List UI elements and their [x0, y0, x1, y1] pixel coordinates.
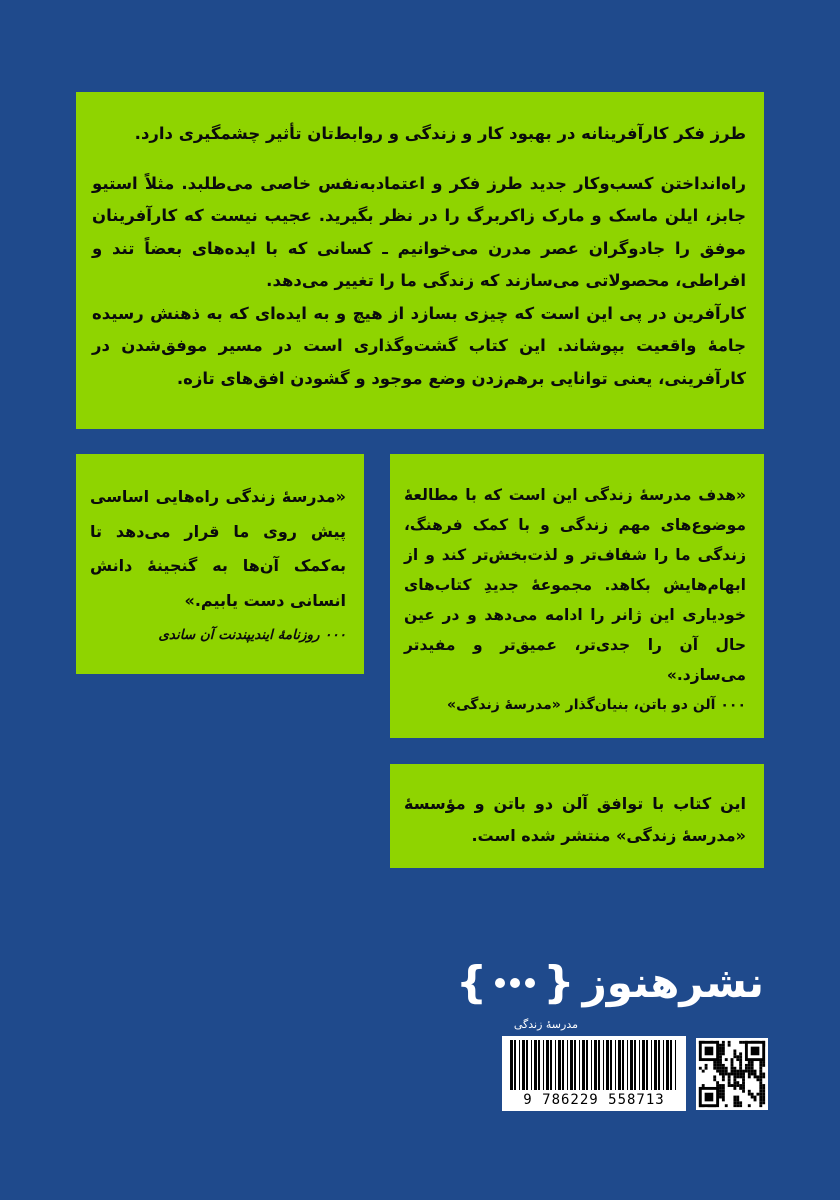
imprint-label: مدرسهٔ زندگی: [513, 1018, 578, 1031]
logo-dots-icon: [495, 978, 535, 988]
blurb-paragraph-2: راه‌انداختن کسب‌وکار جدید طرز فکر و اعتمادبه‌نفس خاصی می‌طلبد. مثلاً استیو جابز، ایلن ماسک و مارک زاکربرگ را در نظر بگیرید. عجیب نیست که کارآفرینان موفق را جادوگران عصر مدرن می‌خوانیم ـ کسانی که با ایده‌های بعضاً تند و افراطی، محصولاتی می‌سازند که زندگی ما را تغییر می‌دهد.: [92, 173, 746, 290]
blurb-paragraph-1: طرز فکر کارآفرینانه در بهبود کار و زندگی و روابط‌تان تأثیر چشمگیری دارد.: [134, 124, 746, 143]
qr-code-icon: [696, 1038, 768, 1110]
quote-citation: ۰۰۰ روزنامهٔ ایندیپندنت آن ساندی: [158, 627, 346, 643]
quote-text: «مدرسهٔ زندگی راه‌هایی اساسی پیش روی ما قرار می‌دهد تا به‌کمک آن‌ها به گنجینهٔ دانش انسانی دست یابیم.»: [90, 487, 346, 610]
quote-independent: [76, 454, 364, 674]
quote-text: «هدف مدرسهٔ زندگی این است که با مطالعهٔ موضوع‌های مهم زندگی و با کمک فرهنگ، زندگی ما را شفاف‌تر و لذت‌بخش‌تر کند و از ابهام‌هایش بکاهد. مجموعهٔ جدیدِ کتاب‌های خودیاری این ژانر را ادامه می‌دهد و در عین حال آن را جدی‌تر، عمیق‌تر و مفیدتر می‌سازد.»: [404, 486, 746, 684]
license-note: [390, 764, 764, 868]
isbn-number: 9 786229 558713: [523, 1092, 665, 1108]
license-text: این کتاب با توافق آلن دو باتن و مؤسسهٔ «مدرسهٔ زندگی» منتشر شده است.: [404, 794, 746, 845]
publisher-name: نشرهنوز: [582, 958, 764, 1007]
publisher-logo: [456, 958, 764, 1008]
back-cover-blurb: [76, 92, 764, 429]
isbn-barcode: [502, 1036, 686, 1111]
logo-brace-close: }: [455, 957, 488, 1008]
quote-alain-de-botton: [390, 454, 764, 738]
quote-citation: ۰۰۰ آلن دو باتن، بنیان‌گذار «مدرسهٔ زندگی»: [447, 697, 746, 713]
blurb-paragraph-3: کارآفرین در پی این است که چیزی بسازد از هیچ و به ایده‌ای که به ذهنش رسیده جامهٔ واقعیت بپوشاند. این کتاب گشت‌وگذاری است در مسیر موفق‌شدن در کارآفرینی، یعنی توانایی برهم‌زدن وضع موجود و گشودن افق‌های تازه.: [92, 303, 746, 388]
logo-brace-open: {: [543, 957, 575, 1008]
barcode-bars-icon: [508, 1040, 680, 1090]
